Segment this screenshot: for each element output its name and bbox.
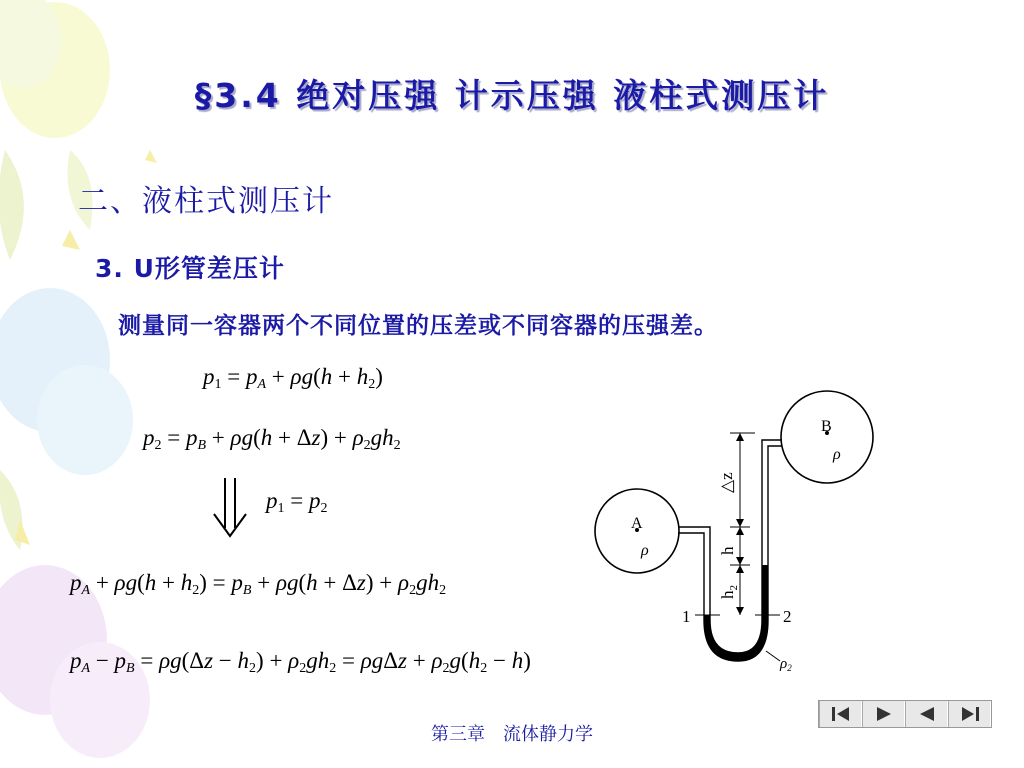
next-slide-button[interactable] bbox=[862, 701, 905, 727]
slide-title: §3.4 绝对压强 计示压强 液柱式测压计 bbox=[194, 76, 830, 115]
level-2-label: 2 bbox=[783, 607, 792, 626]
level-1-label: 1 bbox=[682, 607, 691, 626]
first-icon bbox=[829, 705, 853, 723]
equation-p1: $p_1 = p_A + \rho g(h + h_2)$ bbox=[203, 364, 383, 392]
last-icon bbox=[958, 705, 982, 723]
footer-chapter: 第三章 流体静力学 bbox=[431, 724, 593, 745]
description-text: 测量同一容器两个不同位置的压差或不同容器的压强差。 bbox=[118, 313, 718, 339]
section-heading: 二、液柱式测压计 bbox=[78, 184, 334, 219]
container-b bbox=[781, 391, 873, 483]
rho2-sub: 2 bbox=[787, 663, 792, 673]
svg-text:h2 bbox=[718, 585, 740, 599]
label-b: B bbox=[821, 418, 832, 435]
prev-slide-button[interactable] bbox=[905, 701, 948, 727]
prev-icon bbox=[915, 705, 939, 723]
dim-h2-sub: 2 bbox=[728, 585, 740, 591]
u-tube-diagram bbox=[590, 385, 880, 685]
next-icon bbox=[872, 705, 896, 723]
equation-balance: $p_A + \rho g(h + h_2) = p_B + \rho g(h + \Delta z) + \rho_2gh_2$ bbox=[70, 570, 447, 598]
slide-navigation bbox=[818, 700, 992, 728]
dim-h-label: h bbox=[718, 546, 737, 555]
implies-arrow-icon bbox=[212, 476, 248, 542]
dim-h2-label: h bbox=[718, 590, 737, 599]
label-a: A bbox=[631, 515, 643, 532]
first-slide-button[interactable] bbox=[819, 701, 862, 727]
rho-a: ρ bbox=[641, 542, 649, 559]
rho2-label: ρ bbox=[780, 656, 788, 672]
svg-text:ρ2 bbox=[779, 656, 792, 673]
last-slide-button[interactable] bbox=[948, 701, 991, 727]
equation-p2: $p_2 = p_B + \rho g(h + \Delta z) + \rho_2gh_2$ bbox=[143, 425, 401, 453]
rho-b: ρ bbox=[833, 446, 841, 463]
equation-difference: $p_A - p_B = \rho g(\Delta z - h_2) + \rho_2gh_2 = \rho g\Delta z + \rho_2g(h_2 - h)$ bbox=[70, 648, 531, 676]
subsection-heading: 3. U形管差压计 bbox=[95, 254, 285, 283]
dim-dz-label: △z bbox=[717, 472, 736, 493]
equation-equal: $p_1 = p_2$ bbox=[266, 488, 328, 516]
